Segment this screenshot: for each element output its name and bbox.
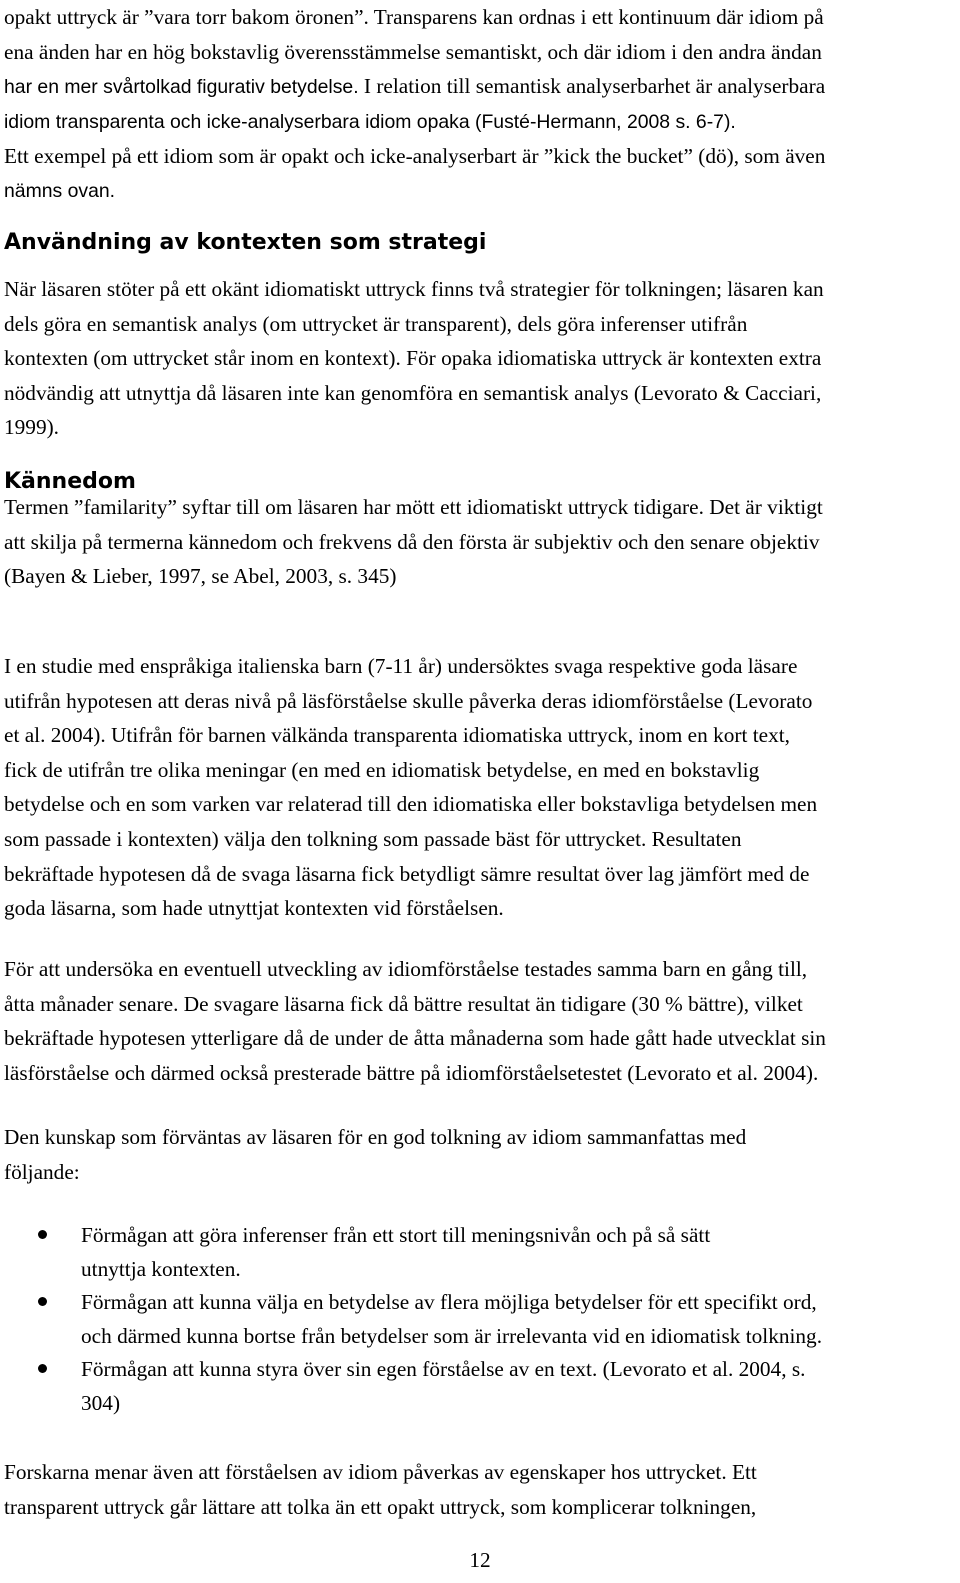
text-line: Förmågan att göra inferenser från ett stort till meningsnivån och på så sätt bbox=[81, 1223, 711, 1247]
text-line: När läsaren stöter på ett okänt idiomatiskt uttryck finns två strategier för tolkningen; läsaren kan bbox=[4, 277, 824, 301]
text-line: följande: bbox=[4, 1159, 80, 1184]
text-line: 1999). bbox=[4, 415, 60, 440]
text-line bbox=[4, 69, 954, 105]
text-line: Förmågan att kunna välja en betydelse av flera möjliga betydelser för ett specifikt ord, bbox=[81, 1290, 817, 1314]
text-line: betydelse och en som varken var relaterad till den idiomatiska eller bokstavliga betydelsen men bbox=[4, 792, 818, 817]
text-line: Den kunskap som förväntas av läsaren för en god tolkning av idiom sammanfattas med bbox=[4, 1125, 747, 1149]
text-line: dels göra en semantisk analys (om uttrycket är transparent), dels göra inferenser utifrån bbox=[4, 311, 748, 336]
list-item bbox=[4, 1219, 954, 1286]
bullet-icon bbox=[38, 1230, 47, 1239]
text-line: Termen ”familarity” syftar till om läsaren har mött ett idiomatiskt uttryck tidigare. Det är viktigt bbox=[4, 495, 823, 519]
text-line: kontexten (om uttrycket står inom en kontext). För opaka idiomatiska uttryck är kontexten extra bbox=[4, 346, 822, 371]
text-line: idiom transparenta och icke-analyserbara idiom opaka (Fusté-Hermann, 2008 s. 6-7). bbox=[4, 110, 736, 133]
bullet-icon bbox=[38, 1297, 47, 1306]
text-line: att skilja på termerna kännedom och frekvens då den första är subjektiv och den senare objektiv bbox=[4, 529, 820, 554]
text-line: I en studie med enspråkiga italienska barn (7-11 år) undersöktes svaga respektive goda läsare bbox=[4, 654, 798, 678]
text-line: som passade i kontexten) välja den tolkning som passade bäst för uttrycket. Resultaten bbox=[4, 826, 742, 851]
text-line: För att undersöka en eventuell utveckling av idiomförståelse testades samma barn en gång till, bbox=[4, 957, 808, 981]
text-line: Forskarna menar även att förståelsen av idiom påverkas av egenskaper hos uttrycket. Ett bbox=[4, 1460, 757, 1484]
text-line: opakt uttryck är ”vara torr bakom öronen”. Transparens kan ordnas i ett kontinuum där idiom på bbox=[4, 5, 824, 29]
text-line: goda läsarna, som hade utnyttjat kontexten vid förståelsen. bbox=[4, 896, 504, 921]
text-line: fick de utifrån tre olika meningar (en med en idiomatisk betydelse, en med en bokstavlig bbox=[4, 757, 760, 782]
text-line: och därmed kunna bortse från betydelser som är irrelevanta vid en idiomatisk tolkning. bbox=[81, 1323, 823, 1348]
text-span: har en mer svårtolkad figurativ betydelse. bbox=[4, 76, 359, 99]
text-line: bekräftade hypotesen då de svaga läsarna fick betydligt sämre resultat över lag jämfört med de bbox=[4, 861, 810, 886]
text-line: transparent uttryck går lättare att tolka än ett opakt uttryck, som komplicerar tolkningen, bbox=[4, 1494, 757, 1519]
paragraph bbox=[4, 952, 954, 1090]
paragraph bbox=[4, 490, 954, 594]
text-line: 304) bbox=[81, 1390, 121, 1415]
text-line: nödvändig att utnyttja då läsaren inte kan genomföra en semantisk analys (Levorato & Cacciari, bbox=[4, 380, 822, 405]
section-heading: Kännedom bbox=[4, 469, 136, 494]
text-line: åtta månader senare. De svagare läsarna fick då bättre resultat än tidigare (30 % bättre), vilket bbox=[4, 991, 803, 1016]
text-line: (Bayen & Lieber, 1997, se Abel, 2003, s. 345) bbox=[4, 564, 397, 589]
text-line: ena änden har en hög bokstavlig överensstämmelse semantiskt, och där idiom i den andra ändan bbox=[4, 39, 822, 64]
paragraph bbox=[4, 1455, 954, 1524]
text-line: bekräftade hypotesen ytterligare då de under de åtta månaderna som hade gått hade utvecklat sin bbox=[4, 1026, 826, 1051]
paragraph bbox=[4, 1120, 954, 1189]
text-line: nämns ovan. bbox=[4, 179, 116, 202]
text-span: I relation till semantisk analyserbarhet är analyserbara bbox=[358, 74, 826, 99]
text-line: utifrån hypotesen att deras nivå på läsförståelse skulle påverka deras idiomförståelse (Levorato bbox=[4, 688, 813, 713]
bullet-icon bbox=[38, 1364, 47, 1373]
section-heading: Användning av kontexten som strategi bbox=[4, 230, 487, 255]
section1-paragraph bbox=[4, 272, 954, 445]
list-item bbox=[4, 1353, 954, 1420]
page-number: 12 bbox=[469, 1548, 491, 1572]
text-line: Ett exempel på ett idiom som är opakt och icke-analyserbart är ”kick the bucket” (dö), som även bbox=[4, 144, 826, 169]
text-line: Förmågan att kunna styra över sin egen förståelse av en text. (Levorato et al. 2004, s. bbox=[81, 1357, 806, 1381]
paragraph bbox=[4, 649, 954, 926]
text-line: et al. 2004). Utifrån för barnen välkända transparenta idiomatiska uttryck, inom en kort text, bbox=[4, 723, 790, 748]
intro-paragraph bbox=[4, 0, 954, 209]
list-item bbox=[4, 1286, 954, 1353]
bullet-list bbox=[4, 1219, 954, 1420]
text-line: läsförståelse och därmed också presterade bättre på idiomförståelsetestet (Levorato et al. 2004). bbox=[4, 1060, 819, 1085]
text-line: utnyttja kontexten. bbox=[81, 1256, 241, 1281]
